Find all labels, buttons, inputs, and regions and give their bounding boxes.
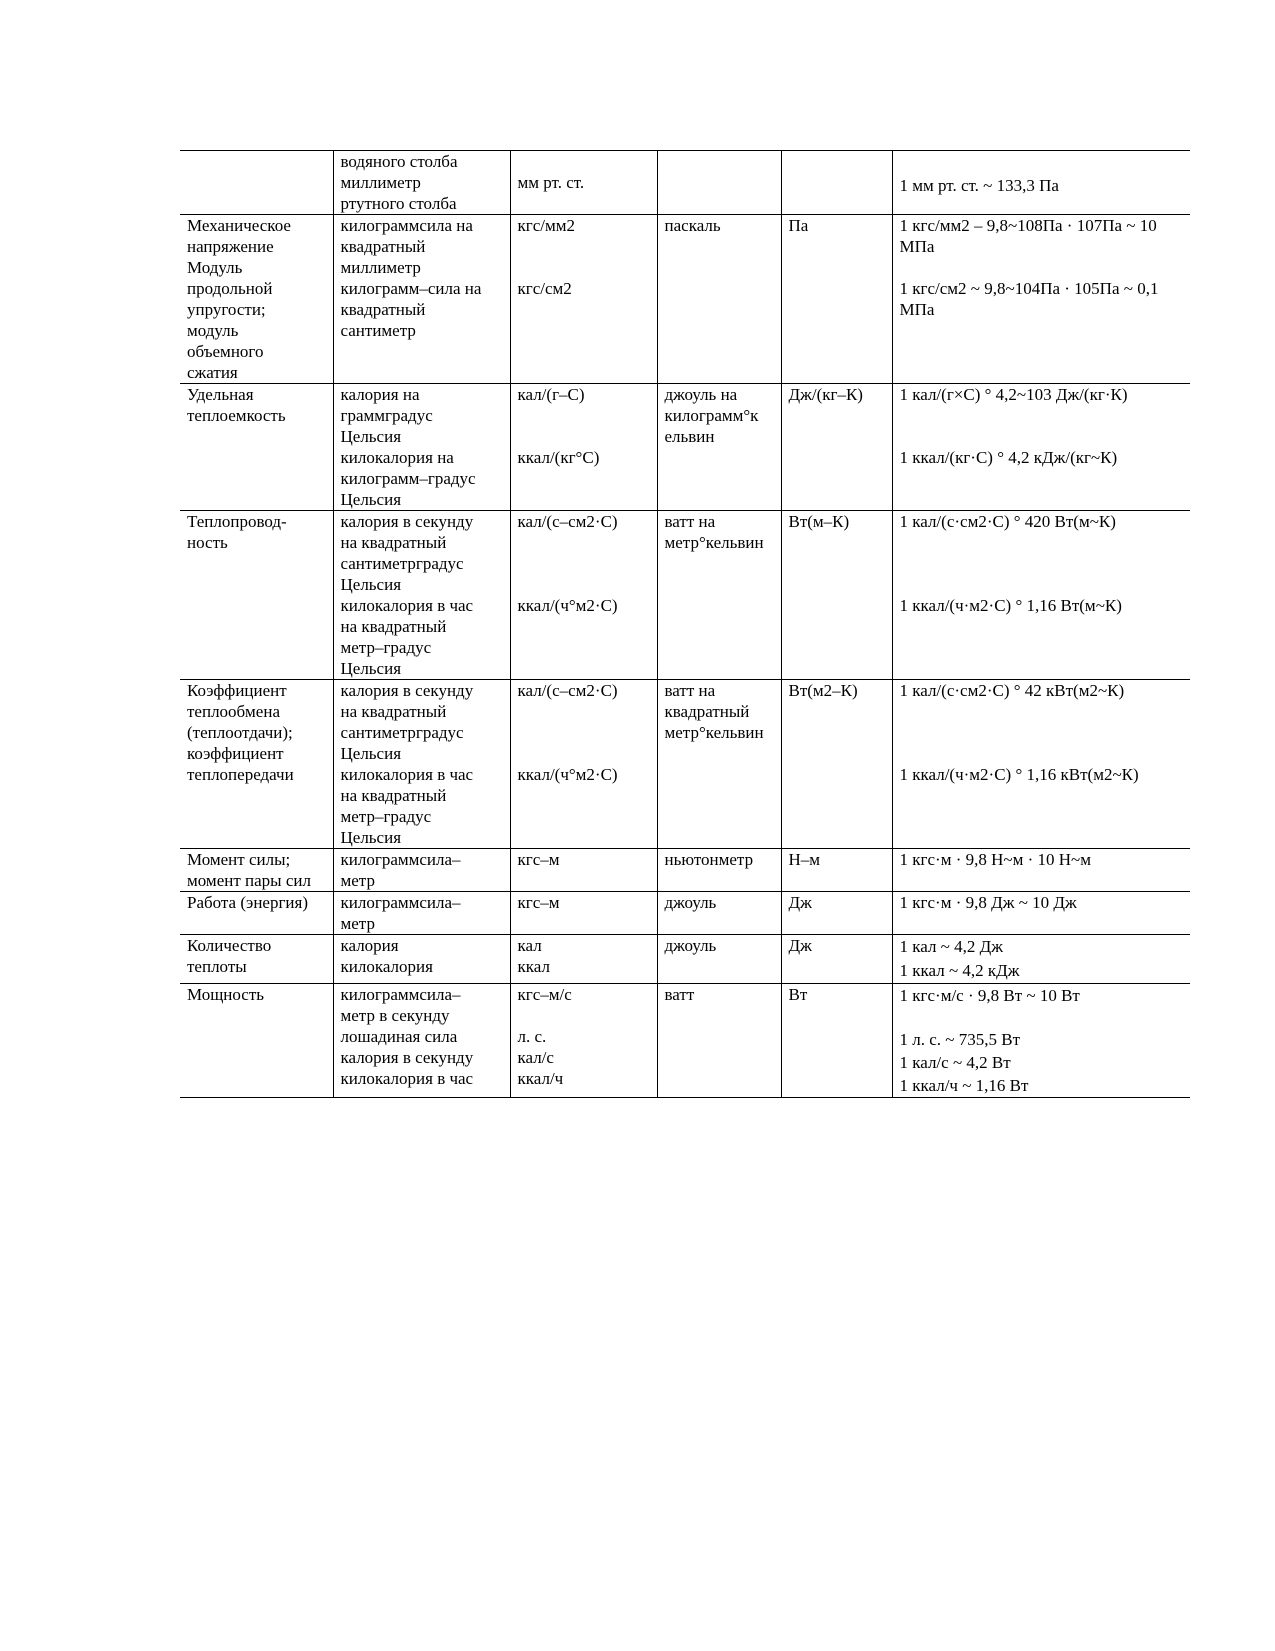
text-line: кал/(с–см2·С) xyxy=(517,681,618,700)
text-line: 1 кгс·м/с · 9,8 Вт ~ 10 Вт xyxy=(899,986,1080,1005)
relation-cell xyxy=(892,215,1190,384)
text-line: Дж xyxy=(788,893,812,912)
table-row xyxy=(180,849,1190,892)
si-symbol-cell xyxy=(781,215,892,384)
text-line: джоуль xyxy=(664,936,717,955)
si-name-cell xyxy=(657,892,781,935)
text-line: ккал/(ч°м2·С) xyxy=(517,765,618,784)
text-line: килокалория в час xyxy=(340,1069,474,1088)
text-line: джоуль на xyxy=(664,385,738,404)
text-line: метр xyxy=(340,914,375,933)
relation-cell xyxy=(892,151,1190,215)
text-line: момент пары сил xyxy=(187,871,311,890)
text-line: Модуль xyxy=(187,258,243,277)
text-line: метр–градус xyxy=(340,807,432,826)
si-name-cell xyxy=(657,935,781,984)
quantity-cell xyxy=(180,151,333,215)
text-line: (теплоотдачи); xyxy=(187,723,293,742)
text-line: калория в секунду xyxy=(340,512,474,531)
text-line: квадратный xyxy=(340,300,426,319)
text-line: ртутного столба xyxy=(340,194,457,213)
text-line: 1 кал/(с·см2·С) ° 420 Вт(м~К) xyxy=(899,512,1116,531)
si-symbol-cell xyxy=(781,849,892,892)
text-line: теплоты xyxy=(187,957,247,976)
text-line: ность xyxy=(187,533,228,552)
text-line: Вт xyxy=(788,985,808,1004)
quantity-cell xyxy=(180,215,333,384)
text-line: джоуль xyxy=(664,893,717,912)
text-line: 1 ккал ~ 4,2 кДж xyxy=(899,961,1020,980)
quantity-cell xyxy=(180,384,333,511)
text-line: кал/(с–см2·С) xyxy=(517,512,618,531)
relation-cell xyxy=(892,984,1190,1098)
text-line: килограмм–градус xyxy=(340,469,476,488)
table-row xyxy=(180,892,1190,935)
text-line: калория xyxy=(340,936,399,955)
text-line: ватт на xyxy=(664,512,716,531)
text-line: килограммсила на xyxy=(340,216,473,235)
text-line: теплопередачи xyxy=(187,765,294,784)
text-line: калория на xyxy=(340,385,420,404)
text-line: теплоемкость xyxy=(187,406,286,425)
text-line: Теплопровод- xyxy=(187,512,287,531)
text-line: 1 ккал/ч ~ 1,16 Вт xyxy=(899,1076,1029,1095)
symbol-cell xyxy=(510,935,657,984)
text-line: Механическое xyxy=(187,216,291,235)
text-line: 1 ккал/(кг·С) ° 4,2 кДж/(кг~К) xyxy=(899,448,1118,467)
text-line: 1 кал/(с·см2·С) ° 42 кВт(м2~К) xyxy=(899,681,1125,700)
text-line: метр°кельвин xyxy=(664,723,764,742)
text-line: объемного xyxy=(187,342,264,361)
si-symbol-cell xyxy=(781,151,892,215)
text-line: Работа (энергия) xyxy=(187,893,309,912)
quantity-cell xyxy=(180,935,333,984)
text-line: Количество xyxy=(187,936,272,955)
text-line: Цельсия xyxy=(340,427,402,446)
table-row xyxy=(180,151,1190,215)
text-line: на квадратный xyxy=(340,786,447,805)
text-line: кгс–м xyxy=(517,893,560,912)
text-line: Цельсия xyxy=(340,744,402,763)
text-line: калория в секунду xyxy=(340,681,474,700)
text-line: ккал xyxy=(517,957,550,976)
text-line: Вт(м2–К) xyxy=(788,681,858,700)
symbol-cell xyxy=(510,849,657,892)
text-line: л. с. xyxy=(517,1027,547,1046)
text-line: 1 мм рт. ст. ~ 133,3 Па xyxy=(899,176,1059,195)
text-line: модуль xyxy=(187,321,239,340)
text-line: мм рт. ст. xyxy=(517,173,585,192)
si-symbol-cell xyxy=(781,935,892,984)
si-symbol-cell xyxy=(781,680,892,849)
symbol-cell xyxy=(510,892,657,935)
text-line: килограммсила– xyxy=(340,893,461,912)
quantity-cell xyxy=(180,892,333,935)
text-line: 1 л. с. ~ 735,5 Вт xyxy=(899,1030,1020,1049)
quantity-cell xyxy=(180,511,333,680)
text-line: граммградус xyxy=(340,406,433,425)
text-line: на квадратный xyxy=(340,702,447,721)
text-line: 1 кгс·м · 9,8 Дж ~ 10 Дж xyxy=(899,893,1077,912)
text-line: килограммсила– xyxy=(340,850,461,869)
table-row xyxy=(180,215,1190,384)
text-line: метр–градус xyxy=(340,638,432,657)
text-line: метр в секунду xyxy=(340,1006,450,1025)
si-symbol-cell xyxy=(781,984,892,1098)
text-line: килокалория в час xyxy=(340,765,474,784)
text-line: кгс/мм2 xyxy=(517,216,576,235)
unit-name-cell xyxy=(333,892,510,935)
symbol-cell xyxy=(510,215,657,384)
text-line: Цельсия xyxy=(340,828,402,847)
text-line: кгс–м xyxy=(517,850,560,869)
relation-cell xyxy=(892,892,1190,935)
quantity-cell xyxy=(180,849,333,892)
text-line: 1 ккал/(ч·м2·С) ° 1,16 Вт(м~К) xyxy=(899,596,1122,615)
table-row xyxy=(180,680,1190,849)
text-line: лошадиная сила xyxy=(340,1027,458,1046)
si-name-cell xyxy=(657,680,781,849)
unit-name-cell xyxy=(333,215,510,384)
text-line: Цельсия xyxy=(340,575,402,594)
text-line: ккал/(ч°м2·С) xyxy=(517,596,618,615)
text-line: 1 кал/с ~ 4,2 Вт xyxy=(899,1053,1011,1072)
text-line: Коэффициент xyxy=(187,681,287,700)
text-line: квадратный xyxy=(340,237,426,256)
relation-cell xyxy=(892,935,1190,984)
text-line: Мощность xyxy=(187,985,265,1004)
text-line: килограммсила– xyxy=(340,985,461,1004)
text-line: 1 кал/(г×С) ° 4,2~103 Дж/(кг·К) xyxy=(899,385,1128,404)
text-line: кал xyxy=(517,936,542,955)
si-symbol-cell xyxy=(781,892,892,935)
text-line: Цельсия xyxy=(340,659,402,678)
text-line: сантиметрградус xyxy=(340,723,464,742)
text-line: теплообмена xyxy=(187,702,280,721)
text-line: напряжение xyxy=(187,237,274,256)
text-line: килограмм°к xyxy=(664,406,759,425)
text-line: на квадратный xyxy=(340,533,447,552)
text-line: Цельсия xyxy=(340,490,402,509)
text-line: кгс/см2 xyxy=(517,279,572,298)
text-line: килокалория xyxy=(340,957,433,976)
unit-name-cell xyxy=(333,849,510,892)
text-line: килограмм–сила на xyxy=(340,279,482,298)
symbol-cell xyxy=(510,511,657,680)
text-line: 1 кал ~ 4,2 Дж xyxy=(899,937,1003,956)
units-table xyxy=(180,150,1190,1098)
table-row xyxy=(180,384,1190,511)
text-line: 1 кгс·м · 9,8 Н~м · 10 Н~м xyxy=(899,850,1091,869)
relation-cell xyxy=(892,384,1190,511)
text-line: сантиметрградус xyxy=(340,554,464,573)
text-line: 1 кгс/мм2 – 9,8~108Па · 107Па ~ 10 МПа xyxy=(899,216,1157,256)
si-name-cell xyxy=(657,511,781,680)
text-line: миллиметр xyxy=(340,173,421,192)
text-line: продольной xyxy=(187,279,273,298)
text-line: коэффициент xyxy=(187,744,284,763)
text-line: Удельная xyxy=(187,385,254,404)
si-name-cell xyxy=(657,215,781,384)
text-line: кал/с xyxy=(517,1048,554,1067)
text-line: 1 кгс/см2 ~ 9,8~104Па · 105Па ~ 0,1 МПа xyxy=(899,279,1159,319)
symbol-cell xyxy=(510,151,657,215)
unit-name-cell xyxy=(333,384,510,511)
text-line: ватт на xyxy=(664,681,716,700)
text-line: Дж xyxy=(788,936,812,955)
si-name-cell xyxy=(657,984,781,1098)
text-line: Момент силы; xyxy=(187,850,291,869)
unit-name-cell xyxy=(333,511,510,680)
text-line: Вт(м–К) xyxy=(788,512,850,531)
unit-name-cell xyxy=(333,935,510,984)
text-line: Дж/(кг–К) xyxy=(788,385,863,404)
text-line: килокалория в час xyxy=(340,596,474,615)
table-row xyxy=(180,935,1190,984)
text-line: паскаль xyxy=(664,216,721,235)
si-symbol-cell xyxy=(781,511,892,680)
si-name-cell xyxy=(657,384,781,511)
text-line: квадратный xyxy=(664,702,750,721)
symbol-cell xyxy=(510,984,657,1098)
text-line: кгс–м/с xyxy=(517,985,572,1004)
text-line: ккал/(кг°С) xyxy=(517,448,600,467)
text-line: метр°кельвин xyxy=(664,533,764,552)
text-line: кал/(г–С) xyxy=(517,385,585,404)
text-line: упругости; xyxy=(187,300,266,319)
si-symbol-cell xyxy=(781,384,892,511)
unit-name-cell xyxy=(333,680,510,849)
text-line: ельвин xyxy=(664,427,715,446)
text-line: килокалория на xyxy=(340,448,454,467)
quantity-cell xyxy=(180,680,333,849)
text-line: ккал/ч xyxy=(517,1069,564,1088)
relation-cell xyxy=(892,680,1190,849)
symbol-cell xyxy=(510,384,657,511)
symbol-cell xyxy=(510,680,657,849)
text-line: Н–м xyxy=(788,850,821,869)
text-line: метр xyxy=(340,871,375,890)
relation-cell xyxy=(892,511,1190,680)
quantity-cell xyxy=(180,984,333,1098)
text-line: калория в секунду xyxy=(340,1048,474,1067)
si-name-cell xyxy=(657,151,781,215)
text-line: ньютонметр xyxy=(664,850,754,869)
text-line: сантиметр xyxy=(340,321,416,340)
text-line: на квадратный xyxy=(340,617,447,636)
table-row xyxy=(180,511,1190,680)
text-line: сжатия xyxy=(187,363,238,382)
relation-cell xyxy=(892,849,1190,892)
unit-name-cell xyxy=(333,984,510,1098)
text-line: Па xyxy=(788,216,809,235)
text-line: миллиметр xyxy=(340,258,421,277)
table-row xyxy=(180,984,1190,1098)
text-line: 1 ккал/(ч·м2·С) ° 1,16 кВт(м2~К) xyxy=(899,765,1139,784)
text-line: ватт xyxy=(664,985,695,1004)
si-name-cell xyxy=(657,849,781,892)
text-line: водяного столба xyxy=(340,152,458,171)
unit-name-cell xyxy=(333,151,510,215)
